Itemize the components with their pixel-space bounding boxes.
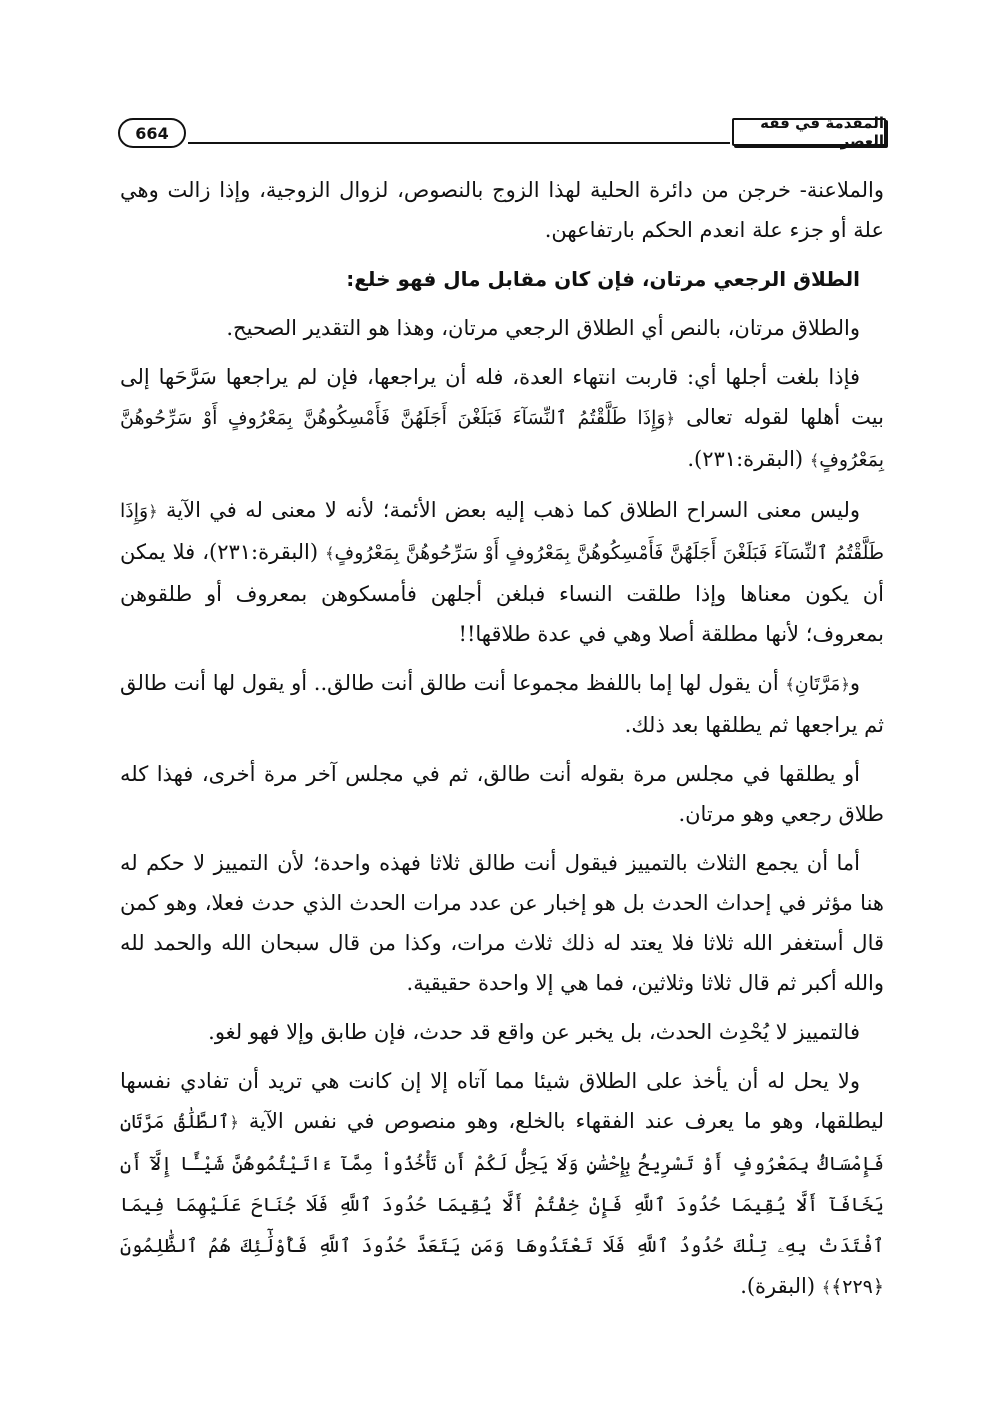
verse-open-bracket: ﴿	[229, 1113, 239, 1132]
paragraph-4	[120, 490, 884, 654]
paragraph-9-text: ولا يحل له أن يأخذ على الطلاق شيئا مما آتاه إلا إن كانت هي تريد أن تفادي نفسها ليطلقها، وهو ما يعرف عند الفقهاء بالخلع، وهو منصوص في نفس الآية	[120, 1069, 884, 1133]
verse-open-bracket: ﴿	[840, 675, 850, 694]
verse-open-bracket: ﴿	[148, 502, 158, 521]
page-header	[118, 114, 886, 150]
paragraph-6: أو يطلقها في مجلس مرة بقوله أنت طالق، ثم في مجلس آخر مرة أخرى، فهذا كله طلاق رجعي وهو مرتان.	[120, 762, 884, 826]
page-number: 664	[118, 118, 186, 148]
quran-verse: وَإِذَا طَلَّقْتُمُ ٱلنِّسَآءَ فَبَلَغْنَ أَجَلَهُنَّ فَأَمْسِكُوهُنَّ بِمَعْرُوفٍ أَوْ سَرِّحُوهُنَّ بِمَعْرُوفٍ	[120, 500, 884, 564]
paragraph-4-text: وليس معنى السراح الطلاق كما ذهب إليه بعض الأئمة؛ لأنه لا معنى له في الآية	[165, 498, 860, 522]
verse-reference: (البقرة).	[740, 1274, 816, 1298]
section-heading: الطلاق الرجعي مرتان، فإن كان مقابل مال فهو خلع:	[346, 267, 860, 291]
verse-close-bracket: ﴾	[821, 1278, 832, 1297]
quran-verse: مَرَّتَانِ	[794, 673, 841, 695]
verse-close-bracket: ﴾	[809, 451, 820, 470]
paragraph-9	[120, 1061, 884, 1308]
paragraph-4-end: (البقرة:٢٣١)، فلا يمكن أن يكون معناها وإذا طلقت النساء فبلغن أجلهن فأمسكوهن بمعروف أو طلقوهن بمعروف؛ لأنها مطلقة أصلا وهي في عدة طلاقها!!	[120, 540, 884, 646]
paragraph-8: فالتمييز لا يُحْدِث الحدث، بل يخبر عن واقع قد حدث، فإن طابق وإلا فهو لغو.	[208, 1020, 860, 1044]
paragraph-1: والملاعنة- خرجن من دائرة الحلية لهذا الزوج بالنصوص، لزوال الزوجية، وإذا زالت وهي علة أو جزء علة انعدم الحكم بارتفاعهن.	[120, 178, 884, 242]
paragraph-7: أما أن يجمع الثلاث بالتمييز فيقول أنت طالق ثلاثا فهذه واحدة؛ لأن التمييز لا حكم له هنا مؤثر في إحداث الحدث بل هو إخبار عن عدد مرات الحدث الذي حدث فعلا، وهو كمن قال أستغفر الله ثلاثا فلا يعتد له ذلك ثلاث مرات، وكذا من قال سبحان الله والحمد لله والله أكبر ثم قال ثلاثا وثلاثين، فما هي إلا واحدة حقيقية.	[120, 851, 884, 995]
verse-close-bracket: ﴾	[785, 675, 795, 694]
paragraph-3-text: فإذا بلغت أجلها أي: قاربت انتهاء العدة، فله أن يراجعها، فإن لم يراجعها سَرَّحَها إلى بيت أهلها لقوله تعالى	[120, 365, 884, 429]
paragraph-5-text: أن يقول لها إما باللفظ مجموعا أنت طالق أنت طالق.. أو يقول لها أنت طالق ثم يراجعها ثم يطلقها بعد ذلك.	[120, 671, 884, 737]
paragraph-2: والطلاق مرتان، بالنص أي الطلاق الرجعي مرتان، وهذا هو التقدير الصحيح.	[226, 316, 860, 340]
verse-reference: (البقرة:٢٣١).	[687, 447, 804, 471]
paragraph-3	[120, 357, 884, 481]
verse-close-bracket: ﴾	[325, 544, 335, 563]
header-rule	[188, 142, 730, 144]
verse-open-bracket: ﴿	[665, 409, 675, 428]
paragraph-5: و﴿مَرَّتَانِ﴾ أن يقول لها إما باللفظ مجموعا أنت طالق أنت طالق.. أو يقول لها أنت طالق ثم يراجعها ثم يطلقها بعد ذلك.	[120, 671, 884, 737]
quran-verse: وَإِذَا طَلَّقْتُمُ ٱلنِّسَآءَ فَبَلَغْنَ أَجَلَهُنَّ فَأَمْسِكُوهُنَّ بِمَعْرُوفٍ أَوْ سَرِّحُوهُنَّ بِمَعْرُوفٍ	[120, 407, 884, 471]
page-body	[120, 170, 884, 1317]
book-title: المقدمة في فقه العصر	[732, 118, 886, 146]
quran-verse: ٱلطَّلَٰقُ مَرَّتَانِ فَإِمْسَاكُۢ بِمَعْرُوفٍ أَوْ تَسْرِيحُۢ بِإِحْسَٰنٍ وَلَا يَحِلُّ لَكُمْ أَن تَأْخُذُواْ مِمَّآ ءَاتَيْتُمُوهُنَّ شَيْـًٔا إِلَّآ أَن يَخَافَآ أَلَّا يُقِيمَا حُدُودَ ٱللَّهِ فَإِنْ خِفْتُمْ أَلَّا يُقِيمَا حُدُودَ ٱللَّهِ فَلَا جُنَاحَ عَلَيْهِمَا فِيمَا ٱفْتَدَتْ بِهِۦ تِلْكَ حُدُودُ ٱللَّهِ فَلَا تَعْتَدُوهَا وَمَن يَتَعَدَّ حُدُودَ ٱللَّهِ فَأُوْلَٰٓئِكَ هُمُ ٱلظَّٰلِمُونَ ﴿٢٢٩﴾	[120, 1111, 884, 1298]
